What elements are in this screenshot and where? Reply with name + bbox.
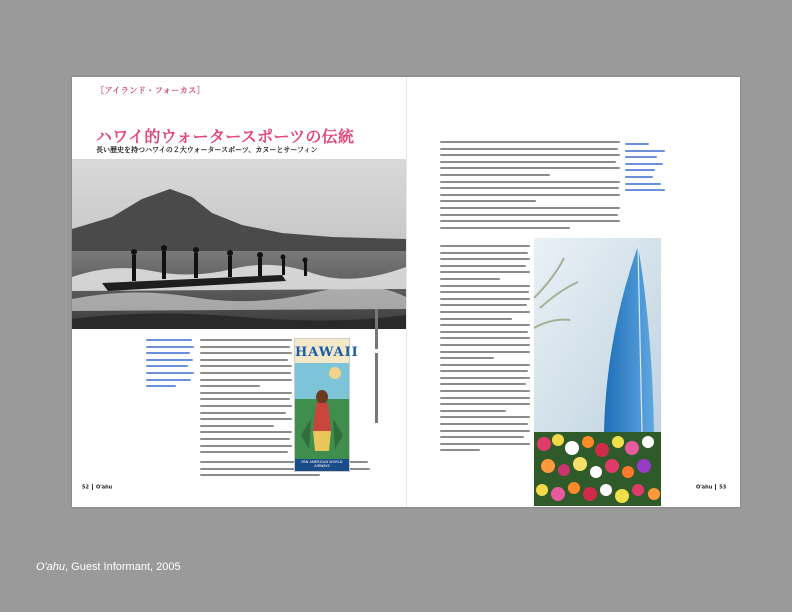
poster-title: HAWAII — [295, 345, 359, 360]
surfboard-photo — [534, 238, 661, 432]
folio-left — [82, 484, 112, 491]
poster-footer: PAN AMERICAN WORLD AIRWAYS — [301, 460, 343, 468]
project-caption: O'ahu, Guest Informant, 2005 — [36, 561, 181, 573]
folio-right-page: 53 — [719, 484, 727, 491]
article-subtitle: 長い歴史を持つハワイの２大ウォータースポーツ、カヌーとサーフィン — [96, 146, 318, 154]
folio-right — [696, 484, 726, 491]
magazine-spread — [72, 77, 740, 507]
folio-left-name: O'ahu — [95, 484, 113, 491]
body-text-column-2 — [440, 141, 620, 233]
folio-right-name: O'ahu — [696, 484, 713, 491]
surf-canoe-photo — [72, 159, 406, 329]
caption-italic-title: O'ahu — [36, 561, 66, 573]
body-text-column-3 — [440, 245, 530, 456]
folio-left-page: 52 — [82, 484, 89, 491]
section-kicker: ［アイランド・フォーカス］ — [96, 86, 206, 95]
page-gutter — [406, 77, 407, 507]
pan-am-hawaii-poster — [294, 338, 359, 472]
photo-caption-left — [146, 339, 196, 392]
vertical-credit-line — [373, 309, 381, 459]
photo-caption-right — [625, 143, 673, 196]
body-text-column-1 — [200, 339, 292, 458]
article-title: ハワイ的ウォータースポーツの伝統 — [96, 127, 355, 146]
caption-publisher-year: Guest Informant, 2005 — [71, 561, 181, 573]
flower-lei-photo — [534, 432, 661, 506]
